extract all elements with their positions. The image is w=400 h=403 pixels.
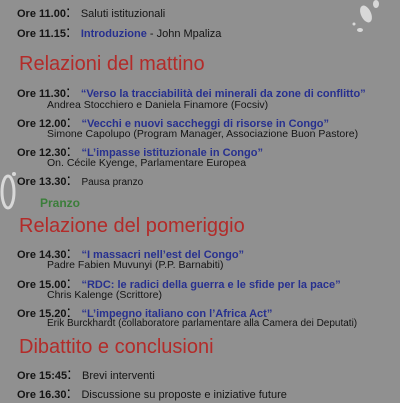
section-heading-morning: Relazioni del mattino	[19, 53, 205, 75]
item-title: “RDC: le radici della guerra e le sfide per la pace”	[81, 279, 341, 291]
schedule-item: Ore 12.30: “L’impasse istituzionale in Congo”	[17, 143, 263, 160]
item-text: Saluti istituzionali	[80, 8, 166, 20]
speaker: On. Cécile Kyenge, Parlamentare Europea	[47, 157, 247, 169]
item-title: Introduzione	[80, 28, 147, 40]
speaker: Padre Fabien Muvunyi (P.P. Barnabiti)	[47, 259, 224, 271]
speaker: Erik Burckhardt (collaboratore parlamentare alla Camera dei Deputati)	[47, 318, 358, 329]
item-title: “Vecchi e nuovi saccheggi di risorse in Congo”	[81, 118, 330, 130]
item-title: “I massacri nell’est del Congo”	[81, 249, 245, 261]
speaker: Simone Capolupo (Program Manager, Associazione Buon Pastore)	[47, 128, 359, 140]
time: Ore 12.00	[17, 118, 67, 130]
schedule-item: Ore 11.30: “Verso la tracciabilità dei minerali da zone di conflitto”	[17, 84, 366, 101]
schedule-item: Ore 14.30: “I massacri nell’est del Congo”	[17, 245, 245, 262]
time: Ore 11.00	[17, 8, 66, 20]
schedule-item: Ore 16.30: Discussione su proposte e iniziative future	[17, 385, 287, 402]
schedule-item: Ore 13.30: Pausa pranzo	[17, 172, 144, 189]
time: Ore 13.30	[17, 176, 67, 188]
time: Ore 14.30	[17, 249, 67, 261]
time: Ore 15.20	[17, 308, 67, 320]
time: Ore 11.30	[17, 88, 66, 100]
schedule-item: Ore 12.00: “Vecchi e nuovi saccheggi di risorse in Congo”	[17, 114, 330, 131]
item-text: Discussione su proposte e iniziative future	[81, 389, 287, 401]
item-text: Pausa pranzo	[81, 177, 144, 188]
item-text: - John Mpaliza	[146, 28, 222, 40]
time: Ore 12.30	[17, 147, 67, 159]
schedule-item: Ore 15:45: Brevi interventi	[17, 366, 155, 383]
pranzo-label: Pranzo	[40, 196, 81, 210]
item-title: “Verso la tracciabilità dei minerali da zone di conflitto”	[80, 88, 366, 100]
item-title: “L’impegno italiano con l’Africa Act”	[81, 308, 273, 320]
section-heading-closing: Dibattito e conclusioni	[19, 336, 214, 358]
item-title: “L’impasse istituzionale in Congo”	[81, 147, 263, 159]
time: Ore 16.30	[17, 389, 67, 401]
schedule-item: Ore 15.20: “L’impegno italiano con l’Africa Act”	[17, 304, 273, 321]
schedule-item: Ore 11.00: Saluti istituzionali	[17, 4, 166, 21]
speaker: Andrea Stocchiero e Daniela Finamore (Focsiv)	[47, 99, 269, 111]
schedule-item: Ore 15.00: “RDC: le radici della guerra e le sfide per la pace”	[17, 275, 341, 292]
item-text: Brevi interventi	[82, 370, 155, 382]
time: Ore 15.00	[17, 279, 67, 291]
section-heading-afternoon: Relazione del pomeriggio	[19, 215, 245, 237]
time: Ore 15:45	[17, 370, 68, 382]
time: Ore 11.15	[17, 28, 66, 40]
speaker: Chris Kalenge (Scrittore)	[47, 289, 162, 301]
schedule-item: Ore 11.15: Introduzione - John Mpaliza	[17, 24, 222, 41]
